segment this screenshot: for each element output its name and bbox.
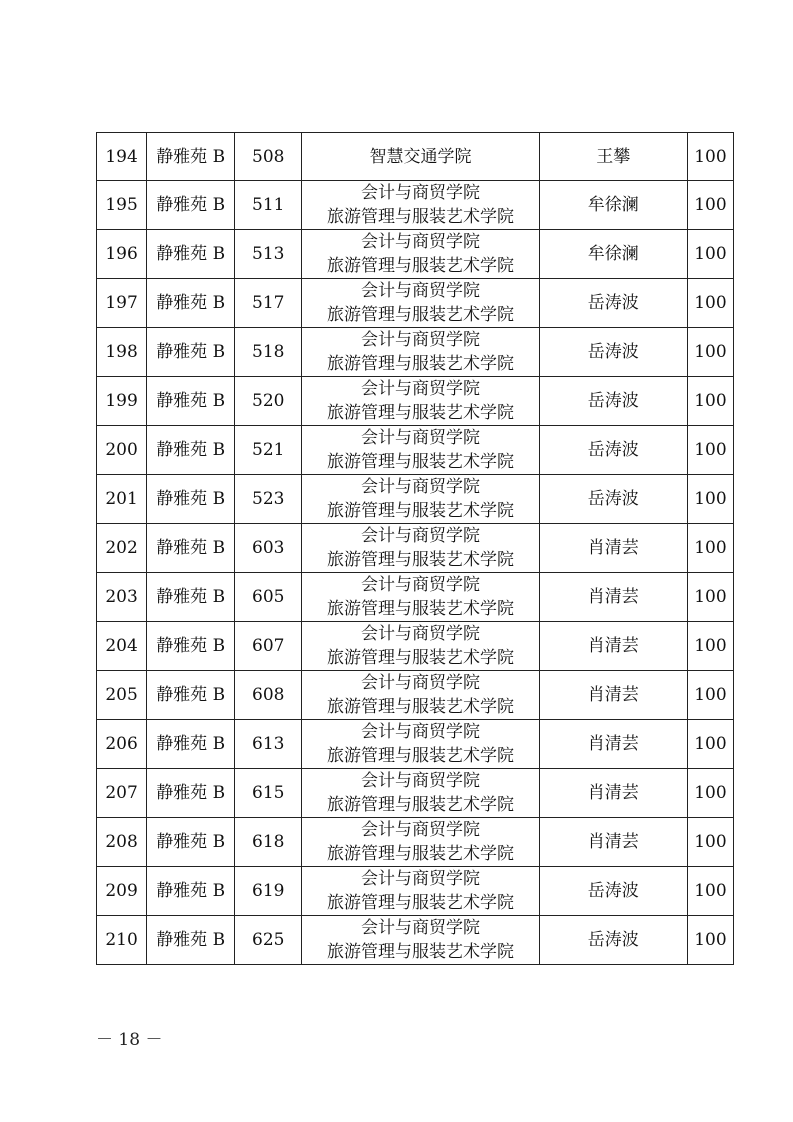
- inspector-cell: 牟徐澜: [539, 181, 687, 230]
- table-row: [97, 769, 734, 818]
- college-name: 旅游管理与服装艺术学院: [326, 256, 514, 276]
- row-number-cell: 205: [97, 671, 147, 720]
- row-number-cell: 195: [97, 181, 147, 230]
- college-name: 会计与商贸学院: [360, 722, 480, 742]
- college-cell: [302, 230, 539, 279]
- building-cell: 静雅苑 B: [147, 769, 235, 818]
- row-number-cell: 206: [97, 720, 147, 769]
- row-number-cell: 207: [97, 769, 147, 818]
- score-cell: 100: [687, 573, 733, 622]
- college-name: 旅游管理与服装艺术学院: [326, 452, 514, 472]
- college-name: 旅游管理与服装艺术学院: [326, 795, 514, 815]
- college-name: 旅游管理与服装艺术学院: [326, 942, 514, 962]
- inspector-cell: 岳涛波: [539, 867, 687, 916]
- room-cell: 615: [235, 769, 302, 818]
- college-name: 旅游管理与服装艺术学院: [326, 403, 514, 423]
- college-name: 会计与商贸学院: [360, 771, 480, 791]
- college-cell: [302, 818, 539, 867]
- college-name: 会计与商贸学院: [360, 820, 480, 840]
- college-name: 会计与商贸学院: [360, 526, 480, 546]
- college-cell: [302, 916, 539, 965]
- building-cell: 静雅苑 B: [147, 720, 235, 769]
- score-cell: 100: [687, 475, 733, 524]
- room-cell: 508: [235, 133, 302, 181]
- row-number-cell: 197: [97, 279, 147, 328]
- college-cell: [302, 524, 539, 573]
- score-cell: 100: [687, 671, 733, 720]
- building-cell: 静雅苑 B: [147, 524, 235, 573]
- row-number-cell: 208: [97, 818, 147, 867]
- score-cell: 100: [687, 230, 733, 279]
- table-row: [97, 524, 734, 573]
- college-cell: [302, 622, 539, 671]
- building-cell: 静雅苑 B: [147, 279, 235, 328]
- inspector-cell: 肖清芸: [539, 769, 687, 818]
- row-number-cell: 194: [97, 133, 147, 181]
- college-cell: [302, 133, 539, 181]
- building-cell: 静雅苑 B: [147, 475, 235, 524]
- college-cell: [302, 769, 539, 818]
- building-cell: 静雅苑 B: [147, 622, 235, 671]
- row-number-cell: 200: [97, 426, 147, 475]
- table-row: [97, 279, 734, 328]
- room-cell: 619: [235, 867, 302, 916]
- inspector-cell: 肖清芸: [539, 622, 687, 671]
- college-name: 旅游管理与服装艺术学院: [326, 697, 514, 717]
- score-cell: 100: [687, 426, 733, 475]
- score-cell: 100: [687, 279, 733, 328]
- inspector-cell: 岳涛波: [539, 279, 687, 328]
- college-name: 旅游管理与服装艺术学院: [326, 501, 514, 521]
- row-number-cell: 201: [97, 475, 147, 524]
- college-name: 旅游管理与服装艺术学院: [326, 354, 514, 374]
- score-cell: 100: [687, 916, 733, 965]
- page-number: － 18 －: [96, 1030, 163, 1050]
- inspector-cell: 岳涛波: [539, 916, 687, 965]
- inspector-cell: 王攀: [539, 133, 687, 181]
- building-cell: 静雅苑 B: [147, 916, 235, 965]
- building-cell: 静雅苑 B: [147, 181, 235, 230]
- college-name: 旅游管理与服装艺术学院: [326, 599, 514, 619]
- college-cell: [302, 720, 539, 769]
- college-name: 旅游管理与服装艺术学院: [326, 648, 514, 668]
- table-row: [97, 622, 734, 671]
- college-cell: [302, 475, 539, 524]
- college-cell: [302, 279, 539, 328]
- building-cell: 静雅苑 B: [147, 573, 235, 622]
- college-name: 会计与商贸学院: [360, 918, 480, 938]
- row-number-cell: 209: [97, 867, 147, 916]
- dormitory-score-table-container: [96, 132, 734, 965]
- college-name: 旅游管理与服装艺术学院: [326, 207, 514, 227]
- score-cell: 100: [687, 133, 733, 181]
- room-cell: 518: [235, 328, 302, 377]
- row-number-cell: 198: [97, 328, 147, 377]
- room-cell: 605: [235, 573, 302, 622]
- college-name: 旅游管理与服装艺术学院: [326, 893, 514, 913]
- room-cell: 613: [235, 720, 302, 769]
- table-row: [97, 818, 734, 867]
- row-number-cell: 196: [97, 230, 147, 279]
- building-cell: 静雅苑 B: [147, 867, 235, 916]
- score-cell: 100: [687, 524, 733, 573]
- college-name: 旅游管理与服装艺术学院: [326, 844, 514, 864]
- room-cell: 511: [235, 181, 302, 230]
- room-cell: 520: [235, 377, 302, 426]
- inspector-cell: 肖清芸: [539, 573, 687, 622]
- building-cell: 静雅苑 B: [147, 230, 235, 279]
- row-number-cell: 210: [97, 916, 147, 965]
- row-number-cell: 199: [97, 377, 147, 426]
- inspector-cell: 岳涛波: [539, 475, 687, 524]
- room-cell: 521: [235, 426, 302, 475]
- table-row: [97, 867, 734, 916]
- college-name: 旅游管理与服装艺术学院: [326, 305, 514, 325]
- table-row: [97, 426, 734, 475]
- row-number-cell: 202: [97, 524, 147, 573]
- college-name: 会计与商贸学院: [360, 624, 480, 644]
- row-number-cell: 204: [97, 622, 147, 671]
- college-name: 会计与商贸学院: [360, 183, 480, 203]
- inspector-cell: 肖清芸: [539, 671, 687, 720]
- room-cell: 607: [235, 622, 302, 671]
- college-name: 会计与商贸学院: [360, 575, 480, 595]
- college-name: 会计与商贸学院: [360, 232, 480, 252]
- college-cell: [302, 573, 539, 622]
- room-cell: 517: [235, 279, 302, 328]
- table-row: [97, 377, 734, 426]
- building-cell: 静雅苑 B: [147, 133, 235, 181]
- college-name: 旅游管理与服装艺术学院: [326, 746, 514, 766]
- room-cell: 603: [235, 524, 302, 573]
- building-cell: 静雅苑 B: [147, 328, 235, 377]
- inspector-cell: 牟徐澜: [539, 230, 687, 279]
- score-cell: 100: [687, 867, 733, 916]
- table-row: [97, 720, 734, 769]
- building-cell: 静雅苑 B: [147, 818, 235, 867]
- table-row: [97, 671, 734, 720]
- row-number-cell: 203: [97, 573, 147, 622]
- room-cell: 618: [235, 818, 302, 867]
- score-cell: 100: [687, 622, 733, 671]
- college-cell: [302, 671, 539, 720]
- inspector-cell: 肖清芸: [539, 720, 687, 769]
- table-row: [97, 573, 734, 622]
- college-cell: [302, 426, 539, 475]
- table-row: [97, 916, 734, 965]
- dormitory-score-table: [96, 132, 734, 965]
- college-name: 会计与商贸学院: [360, 330, 480, 350]
- inspector-cell: 肖清芸: [539, 818, 687, 867]
- score-cell: 100: [687, 720, 733, 769]
- score-cell: 100: [687, 328, 733, 377]
- room-cell: 523: [235, 475, 302, 524]
- college-name: 智慧交通学院: [369, 146, 472, 167]
- college-cell: [302, 867, 539, 916]
- table-row: [97, 475, 734, 524]
- table-row: [97, 328, 734, 377]
- room-cell: 625: [235, 916, 302, 965]
- college-cell: [302, 181, 539, 230]
- college-name: 会计与商贸学院: [360, 428, 480, 448]
- room-cell: 513: [235, 230, 302, 279]
- building-cell: 静雅苑 B: [147, 377, 235, 426]
- building-cell: 静雅苑 B: [147, 671, 235, 720]
- college-name: 会计与商贸学院: [360, 673, 480, 693]
- table-row: [97, 230, 734, 279]
- table-row: [97, 181, 734, 230]
- college-cell: [302, 377, 539, 426]
- score-cell: 100: [687, 818, 733, 867]
- table-row: [97, 133, 734, 181]
- score-cell: 100: [687, 181, 733, 230]
- college-name: 会计与商贸学院: [360, 869, 480, 889]
- room-cell: 608: [235, 671, 302, 720]
- table-body: [97, 133, 734, 965]
- inspector-cell: 岳涛波: [539, 377, 687, 426]
- college-name: 旅游管理与服装艺术学院: [326, 550, 514, 570]
- score-cell: 100: [687, 769, 733, 818]
- inspector-cell: 岳涛波: [539, 426, 687, 475]
- college-name: 会计与商贸学院: [360, 281, 480, 301]
- inspector-cell: 岳涛波: [539, 328, 687, 377]
- score-cell: 100: [687, 377, 733, 426]
- college-name: 会计与商贸学院: [360, 477, 480, 497]
- college-cell: [302, 328, 539, 377]
- college-name: 会计与商贸学院: [360, 379, 480, 399]
- inspector-cell: 肖清芸: [539, 524, 687, 573]
- building-cell: 静雅苑 B: [147, 426, 235, 475]
